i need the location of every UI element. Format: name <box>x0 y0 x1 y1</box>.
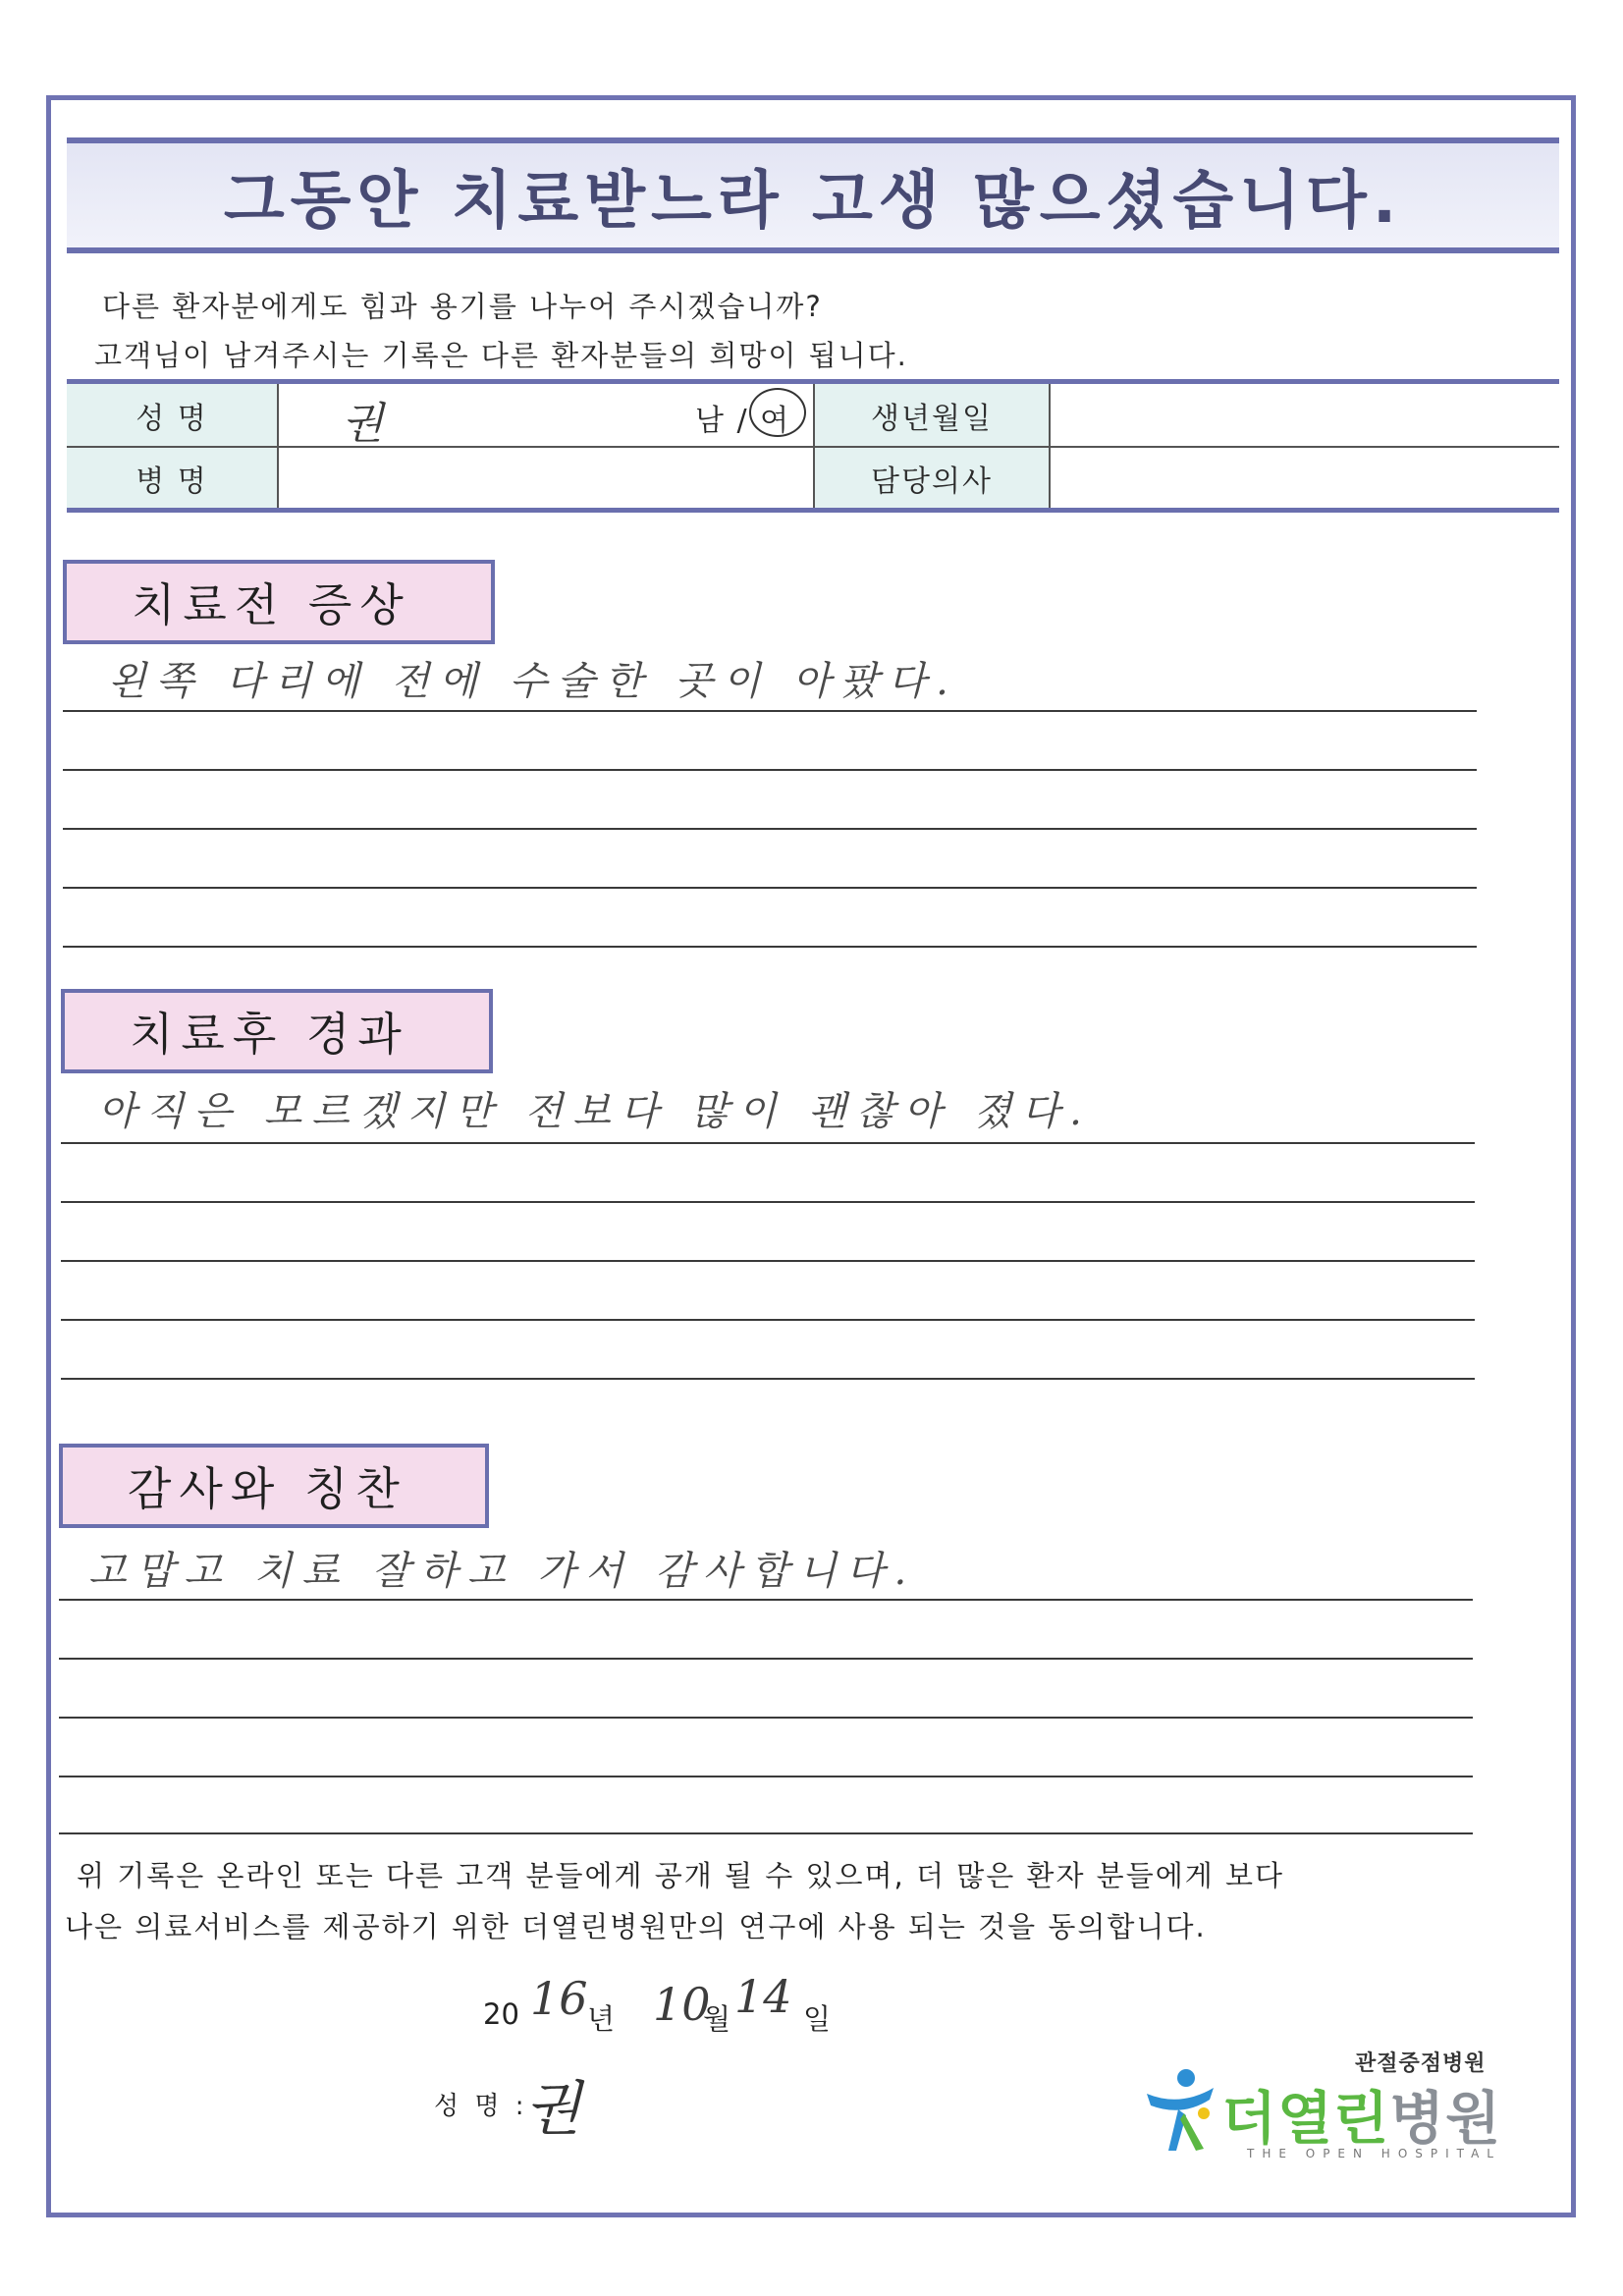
title-banner <box>67 137 1559 253</box>
birth-label: 생년월일 <box>815 384 1049 446</box>
open-figure-icon <box>1141 2066 1219 2155</box>
name-label: 성 명 <box>67 384 277 446</box>
section-heading-thanks: 감사와 칭찬 <box>59 1444 489 1528</box>
logo-name-gray: 병원 <box>1389 2085 1502 2152</box>
date-prefix: 20 <box>483 1997 519 2031</box>
intro-line-2: 고객님이 남겨주시는 기록은 다른 환자분들의 희망이 됩니다. <box>94 339 908 372</box>
section-heading-after: 치료후 경과 <box>61 989 493 1073</box>
consent-line-1: 위 기록은 온라인 또는 다른 고객 분들에게 공개 될 수 있으며, 더 많은 환자 분들에게 보다 <box>77 1859 1284 1892</box>
section-after-text[interactable]: 아직은 모르겠지만 전보다 많이 괜찮아 졌다. <box>98 1089 1092 1134</box>
page-title: 그동안 치료받느라 고생 많으셨습니다. <box>223 165 1403 238</box>
signature-label: 성 명 : <box>434 2092 528 2121</box>
date-day-label: 일 <box>803 2002 832 2036</box>
gender-selected-circle <box>749 388 806 437</box>
disease-value[interactable] <box>293 455 803 502</box>
logo-name <box>1221 2072 1501 2155</box>
section-thanks-text[interactable]: 고맙고 치료 잘하고 가서 감사합니다. <box>88 1549 917 1594</box>
patient-info-table <box>67 379 1559 513</box>
birth-value[interactable] <box>1058 392 1549 439</box>
date-year-label: 년 <box>587 2002 616 2036</box>
logo-english: THE OPEN HOSPITAL <box>1247 2147 1501 2160</box>
signature-value[interactable]: 권 <box>524 2075 581 2144</box>
section-before-text[interactable]: 왼쪽 다리에 전에 수술한 곳이 아팠다. <box>108 659 958 704</box>
doctor-label: 담당의사 <box>815 448 1049 508</box>
date-year[interactable]: 16 <box>530 1972 588 2025</box>
logo-tagline: 관절중점병원 <box>1355 2051 1487 2076</box>
logo-name-green: 더열린 <box>1221 2085 1390 2152</box>
gender-options: 남 / 여 <box>695 404 791 438</box>
date-day[interactable]: 14 <box>734 1970 792 2023</box>
name-value[interactable]: 권 <box>342 399 384 449</box>
section-heading-before: 치료전 증상 <box>63 560 495 644</box>
date-month[interactable]: 10 <box>653 1978 711 2031</box>
doctor-value[interactable] <box>1058 455 1549 502</box>
disease-label: 병 명 <box>67 448 277 508</box>
date-month-label: 월 <box>703 2002 731 2036</box>
intro-line-1: 다른 환자분에게도 힘과 용기를 나누어 주시겠습니까? <box>102 290 823 323</box>
consent-line-2: 나은 의료서비스를 제공하기 위한 더열린병원만의 연구에 사용 되는 것을 동의합니다. <box>65 1910 1207 1943</box>
